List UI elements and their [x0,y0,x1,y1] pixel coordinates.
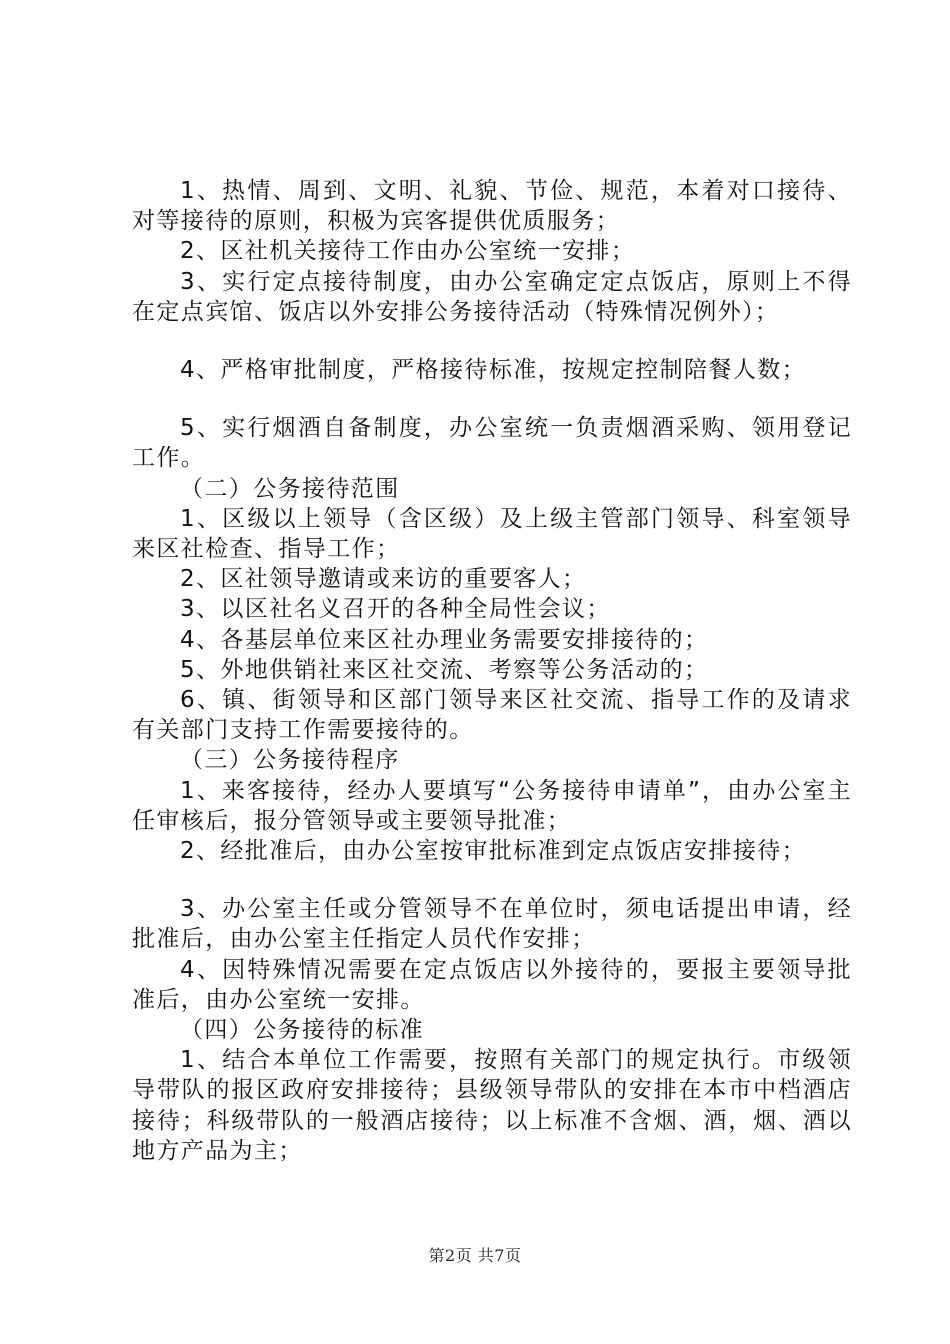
paragraph-procedure-1: 1、来客接待，经办人要填写“公务接待申请单”，由办公室主任审核后，报分管领导或主要领导批准； [132,777,852,834]
paragraph-procedure-2: 2、经批准后，由办公室按审批标准到定点饭店安排接待； [180,838,807,865]
paragraph-approval-system: 4、严格审批制度，严格接待标准，按规定控制陪餐人数； [180,357,807,384]
paragraph-reception-principles: 1、热情、周到、文明、礼貌、节俭、规范，本着对口接待、对等接待的原则，积极为宾客提供优质服务； [132,178,852,235]
paragraph-tobacco-alcohol: 5、实行烟酒自备制度，办公室统一负责烟酒采购、领用登记工作。 [132,415,852,472]
paragraph-procedure-4: 4、因特殊情况需要在定点饭店以外接待的，要报主要领导批准后，由办公室统一安排。 [132,956,852,1013]
paragraph-scope-3: 3、以区社名义召开的各种全局性会议； [180,596,611,623]
page-number-footer: 第2页 共7页 [428,1246,522,1265]
section-heading-procedure: （三）公务接待程序 [180,747,400,774]
paragraph-scope-6: 6、镇、街领导和区部门领导来区社交流、指导工作的及请求有关部门支持工作需要接待的。 [132,687,852,744]
paragraph-scope-4: 4、各基层单位来区社办理业务需要安排接待的； [180,626,709,653]
paragraph-procedure-3: 3、办公室主任或分管领导不在单位时，须电话提出申请，经批准后，由办公室主任指定人员代作安排； [132,896,852,953]
paragraph-standards-1: 1、结合本单位工作需要，按照有关部门的规定执行。市级领导带队的报区政府安排接待；县级领导带队的安排在本市中档酒店接待；科级带队的一般酒店接待；以上标准不含烟、酒，烟、酒以地方产品为主； [132,1047,852,1164]
document-body [132,176,852,1166]
paragraph-office-arrangement: 2、区社机关接待工作由办公室统一安排； [180,238,636,265]
paragraph-designated-venues: 3、实行定点接待制度，由办公室确定定点饭店，原则上不得在定点宾馆、饭店以外安排公务接待活动（特殊情况例外）； [132,268,852,325]
paragraph-scope-1: 1、区级以上领导（含区级）及上级主管部门领导、科室领导来区社检查、指导工作； [132,505,852,563]
paragraph-scope-2: 2、区社领导邀请或来访的重要客人； [180,566,587,593]
section-heading-standards: （四）公务接待的标准 [180,1017,424,1044]
section-heading-scope: （二）公务接待范围 [180,475,400,502]
paragraph-scope-5: 5、外地供销社来区社交流、考察等公务活动的； [180,656,709,683]
